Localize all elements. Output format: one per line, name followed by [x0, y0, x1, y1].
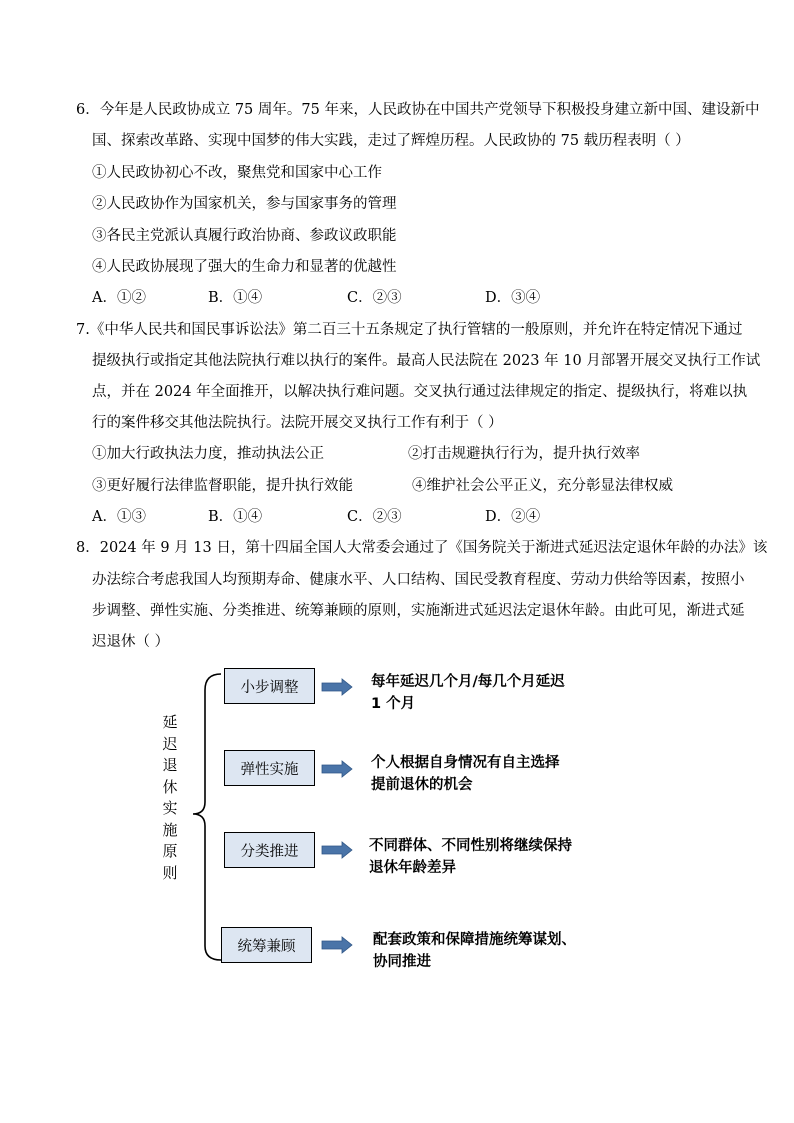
q7-option-c[interactable]: C．②③: [347, 509, 402, 525]
q6-stem-line-2: 国、探索改革路、实现中国梦的伟大实践，走过了辉煌历程。人民政协的 75 载历程表明（ ）: [92, 133, 690, 149]
desc-line: 配套政策和保障措施统筹谋划、: [373, 932, 576, 948]
title-char: 休: [162, 777, 178, 796]
q6-option-d[interactable]: D．③④: [485, 290, 541, 306]
q8-stem-line-3: 步调整、弹性实施、分类推进、统筹兼顾的原则，实施渐进式延迟法定退休年龄。由此可见，渐进式延: [92, 603, 745, 619]
q6-item-1: ①人民政协初心不改，聚焦党和国家中心工作: [92, 165, 382, 181]
q7-item-1: ①加大行政执法力度，推动执法公正: [92, 446, 324, 462]
title-char: 退: [162, 756, 178, 774]
q7-option-b[interactable]: B．①④: [208, 509, 263, 525]
q6-item-4: ④人民政协展现了强大的生命力和显著的优越性: [92, 259, 397, 275]
q7-stem-line-3: 点，并在 2024 年全面推开，以解决执行难问题。交叉执行通过法律规定的指定、提级执行，将难以执: [92, 384, 748, 400]
q7-stem-line-4: 行的案件移交其他法院执行。法院开展交叉执行工作有利于（ ）: [92, 415, 503, 431]
desc-line: 每年延迟几个月/每几个月延迟: [371, 674, 565, 690]
q6-option-c[interactable]: C．②③: [347, 290, 402, 306]
q7-stem-line-1: 7.《中华人民共和国民事诉讼法》第二百三十五条规定了执行管辖的一般原则，并允许在特定情况下通过: [76, 322, 743, 338]
diagram-title: [160, 712, 180, 884]
desc-line: 退休年龄差异: [369, 860, 456, 876]
principle-desc-flexible: [371, 752, 560, 796]
q6-stem-line-1: 6．今年是人民政协成立 75 周年。75 年来，人民政协在中国共产党领导下积极投身建立新中国、建设新中: [76, 102, 760, 118]
arrow-icon: [322, 937, 352, 953]
q7-option-a[interactable]: A．①③: [92, 509, 146, 525]
principle-box-small-steps: 小步调整: [224, 668, 315, 704]
desc-line: 协同推进: [373, 954, 431, 970]
desc-line: 个人根据自身情况有自主选择: [371, 755, 560, 771]
q7-item-2: ②打击规避执行行为，提升执行效率: [408, 446, 640, 462]
q6-item-2: ②人民政协作为国家机关，参与国家事务的管理: [92, 196, 397, 212]
q8-stem-line-1: 8．2024 年 9 月 13 日，第十四届全国人大常委会通过了《国务院关于渐进式延迟法定退休年龄的办法》该: [76, 540, 768, 556]
arrow-icon: [322, 679, 352, 695]
desc-line: 不同群体、不同性别将继续保持: [369, 838, 572, 854]
q6-option-b[interactable]: B．①④: [208, 290, 263, 306]
title-char: 延: [162, 713, 178, 731]
title-char: 实: [162, 799, 178, 817]
brace-line: [193, 674, 221, 960]
q7-item-4: ④维护社会公平正义，充分彰显法律权威: [412, 478, 673, 494]
principle-box-coordinated: 统筹兼顾: [221, 927, 312, 963]
principle-box-flexible: 弹性实施: [224, 750, 315, 786]
desc-line: 提前退休的机会: [371, 777, 473, 793]
arrow-icon: [322, 842, 352, 858]
principle-desc-coordinated: [373, 929, 576, 973]
title-char: 迟: [162, 734, 178, 753]
arrow-icon: [322, 761, 352, 777]
principle-box-categorized: 分类推进: [224, 832, 315, 868]
desc-line: 1 个月: [371, 696, 416, 712]
q7-option-d[interactable]: D．②④: [485, 509, 541, 525]
q6-item-3: ③各民主党派认真履行政治协商、参政议政职能: [92, 228, 397, 244]
q7-item-3: ③更好履行法律监督职能，提升执行效能: [92, 478, 353, 494]
principle-desc-small-steps: [371, 671, 565, 715]
principle-desc-categorized: [369, 835, 572, 879]
title-char: 施: [162, 820, 178, 839]
q8-stem-line-2: 办法综合考虑我国人均预期寿命、健康水平、人口结构、国民受教育程度、劳动力供给等因素，按照小: [92, 572, 745, 588]
title-char: 则: [162, 863, 178, 882]
q6-option-a[interactable]: A．①②: [92, 290, 146, 306]
q8-stem-line-4: 迟退休（ ）: [92, 634, 170, 650]
q7-stem-line-2: 提级执行或指定其他法院执行难以执行的案件。最高人民法院在 2023 年 10 月部署开展交叉执行工作试: [92, 353, 761, 369]
title-char: 原: [162, 842, 178, 860]
